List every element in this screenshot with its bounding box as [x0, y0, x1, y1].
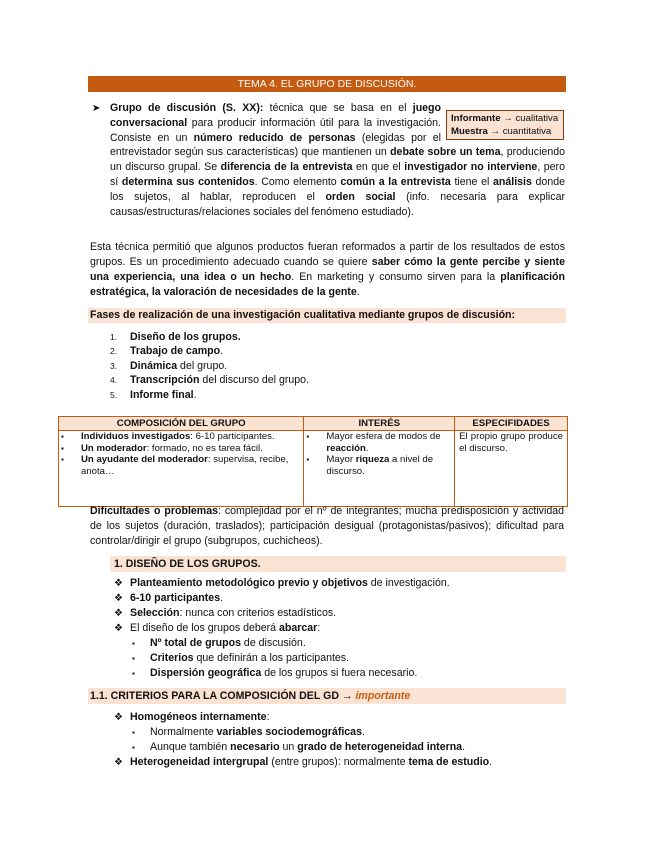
diamond-bullet-icon: ❖	[114, 593, 123, 604]
list-item: ▪ Criterios que definirán a los participantes.	[132, 652, 350, 664]
square-bullet-icon: ▪	[132, 654, 135, 663]
section-1-heading: 1. DISEÑO DE LOS GRUPOS.	[110, 556, 566, 572]
table-header: INTERÉS	[304, 417, 455, 431]
diamond-bullet-icon: ❖	[114, 712, 123, 723]
section-1-1-list	[114, 711, 554, 726]
table-header: ESPECIFIDADES	[455, 417, 568, 431]
list-item: ▪ Aunque también necesario un grado de heterogeneidad interna.	[132, 741, 466, 753]
fases-list	[110, 331, 510, 403]
table-list-item: ▪ Mayor riqueza a nivel de discurso.	[304, 454, 450, 477]
list-item: ❖ El diseño de los grupos deberá abarcar:	[114, 622, 321, 634]
square-bullet-icon: ▪	[132, 639, 135, 648]
composition-table	[58, 416, 568, 507]
dificultades-paragraph: Dificultades o problemas: complejidad por el nº de integrantes; mucha predisposición y actividad de los sujetos (duración, traslados); participación desigual (protagonistas/pasivos); dificultad para controlar/dirigir el grupo (subgrupos, cuchicheos).	[90, 505, 564, 547]
list-item: ❖ Homogéneos internamente:	[114, 711, 270, 723]
page-title: TEMA 4. EL GRUPO DE DISCUSIÓN.	[88, 76, 566, 92]
diamond-bullet-icon: ❖	[114, 608, 123, 619]
list-item: ▪ Normalmente variables sociodemográficas.	[132, 726, 365, 738]
square-bullet-icon: ▪	[132, 669, 135, 678]
table-list-item: ▪ Un moderador: formado, no es tarea fácil.	[59, 443, 299, 455]
square-bullet-icon: ▪	[132, 743, 135, 752]
list-item: ❖ Planteamiento metodológico previo y objetivos de investigación.	[114, 577, 450, 589]
arrow-bullet-icon: ➤	[92, 103, 101, 114]
section-1-1-list-2	[114, 756, 554, 771]
diamond-bullet-icon: ❖	[114, 623, 123, 634]
diamond-bullet-icon: ❖	[114, 757, 123, 768]
box-muestra: Muestra	[451, 126, 488, 137]
box-float-spacer	[441, 101, 565, 144]
diamond-bullet-icon: ❖	[114, 578, 123, 589]
technique-paragraph: Esta técnica permitió que algunos productos fueran reformados a partir de los resultados de estos grupos. Es un procedimiento adecuado cuando se quiere saber cómo la gente percibe y siente una experiencia, una idea o un hecho. En marketing y consumo sirven para la planificación estratégica, la valoración de necesidades de la gente.	[90, 241, 565, 298]
list-item: ❖ Selección: nunca con criterios estadísticos.	[114, 607, 337, 619]
square-bullet-icon: ▪	[132, 728, 135, 737]
list-item: ▪ Nº total de grupos de discusión.	[132, 637, 306, 649]
list-item: 3. Dinámica del grupo.	[110, 359, 228, 372]
table-cell-especifidades: El propio grupo produce el discurso.	[455, 431, 568, 507]
list-item: ❖ Heterogeneidad intergrupal (entre grupos): normalmente tema de estudio.	[114, 756, 493, 768]
list-item: 2. Trabajo de campo.	[110, 345, 224, 358]
section-1-1-sublist	[132, 726, 552, 756]
list-item: 4. Transcripción del discurso del grupo.	[110, 374, 310, 387]
table-cell-composicion	[59, 431, 304, 507]
list-item: 5. Informe final.	[110, 388, 197, 401]
section-1-1-heading: 1.1. CRITERIOS PARA LA COMPOSICIÓN DEL GD → importante	[88, 688, 566, 704]
table-list-item: ▪ Un ayudante del moderador: supervisa, recibe, anota…	[59, 454, 299, 477]
box-informante: Informante	[451, 113, 501, 124]
table-cell-interes	[304, 431, 455, 507]
table-list-item: ▪ Individuos investigados: 6-10 participantes.	[59, 431, 299, 443]
fases-heading: Fases de realización de una investigación cualitativa mediante grupos de discusión:	[88, 308, 566, 323]
list-item: 1. Diseño de los grupos.	[110, 331, 241, 343]
list-item: ▪ Dispersión geográfica de los grupos si fuera necesario.	[132, 667, 418, 679]
section-1-sublist	[132, 637, 552, 682]
table-header: COMPOSICIÓN DEL GRUPO	[59, 417, 304, 431]
section-1-list	[114, 577, 554, 637]
list-item: ❖ 6-10 participantes.	[114, 592, 224, 604]
table-list-item: ▪ Mayor esfera de modos de reacción.	[304, 431, 450, 454]
intro-paragraph: Grupo de discusión (S. XX): técnica que se basa en el juego conversacional para producir información útil para la investigación. Consiste en un número reducido de personas (elegidas por el entrevistador según sus características) que mantienen un debate sobre un tema, produciendo un discurso grupal. Se diferencia de la entrevista en que el investigador no interviene, pero sí determina sus contenidos. Como elemento común a la entrevista tiene el análisis donde los sujetos, al hablar, reproducen el orden social (info. necesaria para explicar causas/estructuras/relaciones sociales del fenómeno estudiado).	[110, 102, 566, 218]
informante-muestra-box: Informante → cualitativa Muestra → cuantitativa	[446, 110, 564, 140]
